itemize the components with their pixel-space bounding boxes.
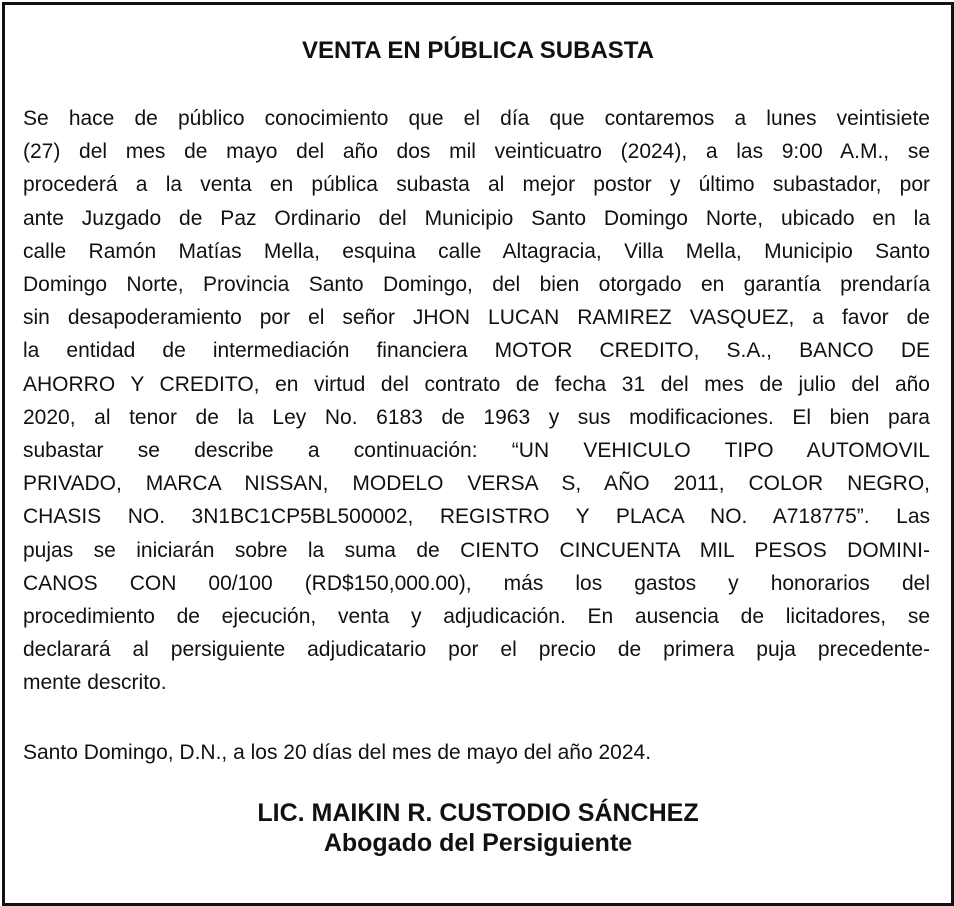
- body-line: subastar se describe a continuación: “UN VEHICULO TIPO AUTOMOVIL: [23, 439, 930, 463]
- body-line: procederá a la venta en pública subasta al mejor postor y último subastador, por: [23, 173, 930, 197]
- body-line: Domingo Norte, Provincia Santo Domingo, del bien otorgado en garantía prendaría: [23, 273, 930, 297]
- body-line: declarará al persiguiente adjudicatario por el precio de primera puja precedente-: [23, 638, 930, 662]
- body-line: ante Juzgado de Paz Ordinario del Municipio Santo Domingo Norte, ubicado en la: [23, 206, 930, 230]
- body-line: AHORRO Y CREDITO, en virtud del contrato de fecha 31 del mes de julio del año: [23, 372, 930, 396]
- date-line: Santo Domingo, D.N., a los 20 días del mes de mayo del año 2024.: [23, 741, 652, 764]
- body-line: 2020, al tenor de la Ley No. 6183 de 1963 y sus modificaciones. El bien para: [23, 405, 930, 429]
- notice-body: [23, 102, 930, 700]
- body-line: CHASIS NO. 3N1BC1CP5BL500002, REGISTRO Y PLACA NO. A718775”. Las: [23, 505, 930, 529]
- body-line: pujas se iniciarán sobre la suma de CIENTO CINCUENTA MIL PESOS DOMINI-: [23, 538, 930, 562]
- body-line: la entidad de intermediación financiera MOTOR CREDITO, S.A., BANCO DE: [23, 339, 930, 363]
- signatory-role: Abogado del Persiguiente: [323, 829, 633, 857]
- notice-title: VENTA EN PÚBLICA SUBASTA: [301, 37, 654, 64]
- body-line: CANOS CON 00/100 (RD$150,000.00), más los gastos y honorarios del: [23, 571, 930, 595]
- signature-block: [5, 798, 951, 858]
- notice-frame: [2, 2, 954, 906]
- body-line: PRIVADO, MARCA NISSAN, MODELO VERSA S, AÑO 2011, COLOR NEGRO,: [23, 472, 930, 496]
- body-line: mente descrito.: [23, 671, 167, 695]
- body-line: sin desapoderamiento por el señor JHON LUCAN RAMIREZ VASQUEZ, a favor de: [23, 306, 930, 330]
- body-line: procedimiento de ejecución, venta y adjudicación. En ausencia de licitadores, se: [23, 605, 930, 629]
- signatory-name: LIC. MAIKIN R. CUSTODIO SÁNCHEZ: [257, 799, 699, 827]
- body-line: (27) del mes de mayo del año dos mil veinticuatro (2024), a las 9:00 A.M., se: [23, 140, 930, 164]
- body-line: Se hace de público conocimiento que el día que contaremos a lunes veintisiete: [23, 107, 930, 130]
- body-line: calle Ramón Matías Mella, esquina calle Altagracia, Villa Mella, Municipio Santo: [23, 239, 930, 263]
